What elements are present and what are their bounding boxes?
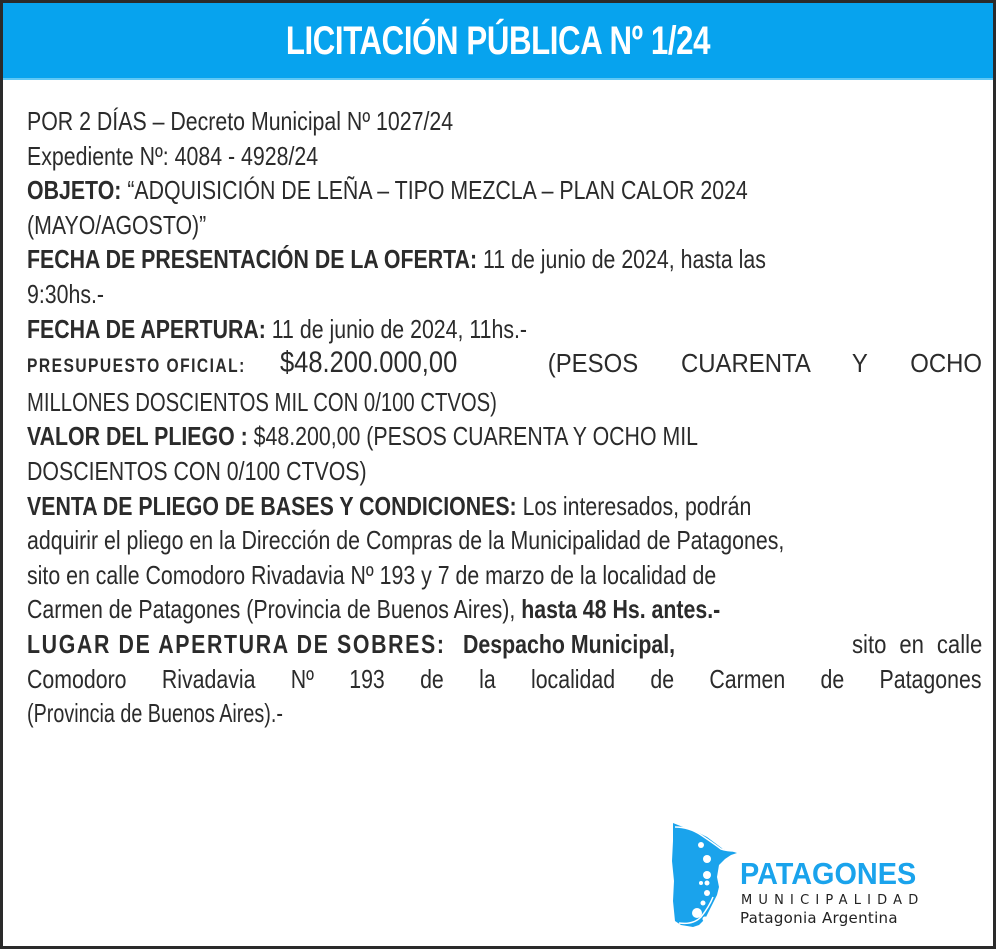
lugar-apertura-place: Despacho Municipal,: [462, 628, 675, 659]
objeto-text: “ADQUISICIÓN DE LEÑA – TIPO MEZCLA – PLAN CALOR 2024: [121, 175, 748, 206]
presupuesto-line-2: MILLONES DOSCIENTOS MIL CON 0/100 CTVOS): [27, 386, 497, 417]
presupuesto-words-1: (PESOS CUARENTA Y OCHO: [547, 348, 982, 379]
fecha-presentacion-label: FECHA DE PRESENTACIÓN DE LA OFERTA:: [27, 244, 478, 275]
lugar-apertura-line-3: (Provincia de Buenos Aires).-: [27, 698, 283, 729]
patagones-map-icon: [669, 821, 739, 929]
presupuesto-amount: $48.200.000,00: [280, 346, 458, 380]
logo-subtitle: MUNICIPALIDAD: [741, 893, 925, 908]
logo-name: PATAGONES: [740, 856, 917, 891]
lugar-apertura-line-2: [27, 662, 982, 697]
venta-pliego-line-2: adquirir el pliego en la Dirección de Compras de la Municipalidad de Patagones,: [27, 525, 785, 556]
valor-pliego-text: $48.200,00 (PESOS CUARENTA Y OCHO MIL: [247, 421, 699, 452]
logo-tagline: Patagonia Argentina: [740, 909, 898, 927]
lugar-apertura-line: [27, 627, 982, 662]
fecha-apertura-label: FECHA DE APERTURA:: [27, 313, 266, 344]
fecha-presentacion-line: [27, 242, 810, 277]
patagones-logo: [669, 821, 939, 931]
venta-pliego-line: [27, 489, 810, 524]
presupuesto-line: [27, 346, 982, 385]
venta-pliego-text-1: Los interesados, podrán: [516, 490, 752, 521]
presupuesto-label: PRESUPUESTO OFICIAL:: [27, 356, 246, 378]
valor-pliego-line: [27, 419, 810, 454]
venta-pliego-line-4: [27, 592, 810, 627]
valor-pliego-line-2: DOSCIENTOS CON 0/100 CTVOS): [27, 455, 367, 486]
lugar-apertura-label: LUGAR DE APERTURA DE SOBRES:: [27, 628, 446, 659]
decreto-line: POR 2 DÍAS – Decreto Municipal Nº 1027/24: [27, 106, 454, 136]
notice-title: LICITACIÓN PÚBLICA Nº 1/24: [285, 19, 711, 63]
objeto-label: OBJETO:: [27, 175, 122, 206]
notice-header: [3, 3, 993, 80]
notice-body: [27, 104, 982, 731]
fecha-presentacion-text: 11 de junio de 2024, hasta las: [477, 244, 766, 275]
fecha-presentacion-line-2: 9:30hs.-: [27, 278, 105, 309]
venta-pliego-line-3: sito en calle Comodoro Rivadavia Nº 193 y 7 de marzo de la localidad de: [27, 559, 717, 590]
objeto-line-2: (MAYO/AGOSTO)”: [27, 209, 207, 240]
expediente-line: Expediente Nº: 4084 - 4928/24: [27, 140, 319, 171]
objeto-line: [27, 173, 810, 208]
fecha-apertura-text: 11 de junio de 2024, 11hs.-: [265, 313, 528, 344]
venta-pliego-label: VENTA DE PLIEGO DE BASES Y CONDICIONES:: [27, 490, 517, 521]
valor-pliego-label: VALOR DEL PLIEGO :: [27, 421, 248, 452]
lugar-apertura-text-2: Comodoro Rivadavia Nº 193 de la localidad de Carmen de Patagones: [27, 663, 982, 694]
venta-pliego-text-4: Carmen de Patagones (Provincia de Buenos Aires),: [27, 594, 522, 625]
lugar-apertura-text-1: sito en calle: [851, 628, 982, 659]
fecha-apertura-line: [27, 312, 810, 347]
venta-pliego-deadline: hasta 48 Hs. antes.-: [521, 594, 721, 625]
